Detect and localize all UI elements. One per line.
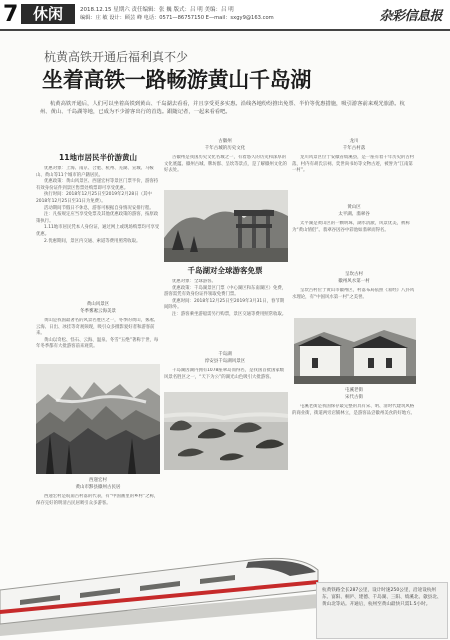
paragraph: 活动期间节假日不休息，游客可根据自身情况安排行程。 [44, 205, 154, 211]
railway-info-text: 杭黄铁路全长287公里，设计时速250公里，沿途设杭州东、富阳、桐庐、建德、千岛湖、三阳、绩溪北、歙县北、黄山北等站。开通后，杭州至黄山最快只需1.5小时。 [322, 588, 442, 607]
right-photo-sub: 徽州风水第一村 [338, 279, 370, 284]
paragraph: 优惠时间：2018年12月25日至2019年3月31日，春节期间除外。 [164, 298, 285, 311]
paragraph: 2.优惠期间，景区内交通、索道等费用照常收取。 [44, 238, 141, 244]
right-photo-text [292, 288, 416, 316]
right-mid-text [292, 221, 416, 269]
left-sub-text [36, 318, 160, 364]
paragraph: 黄山以奇松、怪石、云海、温泉、冬雪“五绝”著称于世，每年冬季都有大批游客前来观赏。 [36, 337, 159, 350]
memorial-archway-photo [164, 190, 288, 262]
article-subtitle: 杭黄高铁开通后福利真不少 [44, 50, 189, 64]
mid-caption-text [164, 368, 288, 390]
left-sub-caption: 冬季雾凇云海美景 [80, 309, 116, 314]
right-top-title: 龙川 [349, 139, 359, 144]
article-headline: 坐着高铁一路畅游黄山千岛湖 [42, 68, 312, 92]
paragraph: 执行时间：2018年12月25日至2019年2月28日（其中2018年12月25日至31日为免费）。 [36, 192, 152, 204]
paragraph: 优惠政策：千岛湖景区门票（中心湖区和东南湖区）免费，游客需凭有效身份证件领取免费门票。 [164, 285, 287, 298]
mid-section-heading: 千岛湖对全球游客免票 [187, 266, 263, 275]
mid-caption-title: 千岛湖 [218, 352, 232, 357]
right-mid-title: 黄山区 [347, 205, 361, 210]
mid-section-text [164, 279, 288, 349]
railway-info-box [316, 582, 448, 639]
newspaper-masthead: 杂彩信息报 [379, 9, 442, 24]
date-line: 2018.12.15 星期六 责任编辑：张 巍 版式：吕 明 美编：吕 明 [80, 7, 234, 13]
mid-top-sub: 千年古城的历史文化 [204, 146, 246, 151]
village-houses-photo [294, 318, 416, 384]
mid-caption-sub: 淳安县千岛湖风景区 [204, 359, 246, 364]
article-lead: 杭黄高铁开通后，人们可以坐着高铁到黄山、千岛湖去看看，并且享受更多实惠。沿线各地纷纷推出免票、半价等优惠措施，吸引游客前来观光旅游。杭州、黄山、千岛湖等地，已成为不少游客出行的首选。跟随记者，一起来看看吧。 [40, 101, 405, 115]
contact-line: 编辑：庄 敏 设计：顾芸 峰 电话：0571—86757150 E—mail：sxgy9@163.com [80, 15, 274, 21]
paragraph: 千岛湖因湖内拥有1078座翠岛而得名，是我国首批国家级风景名胜区之一，“天下为公”的湖光山色吸引大批游客。 [164, 368, 285, 380]
left-caption2-title: 西递宏村 [89, 478, 107, 483]
paragraph: 1.11地市居民凭本人身份证，通过网上或现场购票均可享受优惠。 [36, 225, 160, 237]
mountain-landscape-photo [36, 364, 160, 474]
lake-islands-photo [164, 392, 288, 470]
header-rule [0, 29, 450, 31]
paragraph: 呈坎古村位于黄山市徽州区，村落布局依照《易经》八卦风水理论，有“中国风水第一村”之美誉。 [292, 288, 415, 300]
left-caption2-sub: 黄山市黟县徽州古民居 [75, 485, 121, 490]
paragraph: 龙川风景区位于安徽省绩溪县，是一座有着千年历史的古村落，村内有胡氏宗祠、奕世尚书坊等文物古迹，被誉为“江南第一村”。 [292, 155, 415, 174]
paragraph: 太平湖是黄山区的一颗明珠，湖水清澈，风景优美，被称为“黄山情侣”。翡翠谷因谷中彩池如翡翠而得名。 [292, 221, 410, 233]
paragraph: 注：游客乘坐游船需另行购票，景区交通等费用照常收取。 [172, 311, 287, 317]
paragraph: 古徽州是我国历史文化名城之一，有着悠久的历史和深厚的文化底蕴。徽州古城、牌坊群、呈坎等景点，是了解徽州文化的好去处。 [164, 155, 287, 174]
right-photo-title: 呈坎古村 [345, 272, 363, 277]
mid-top-text [164, 155, 288, 189]
mid-top-title: 古徽州 [218, 139, 232, 144]
left-section-text [36, 166, 160, 302]
right-top-text [292, 155, 416, 203]
paragraph: 屯溪老街是我国保存最完整的具有宋、明、清时代建筑风格的商业街，街道两旁店铺林立，是游客品尝徽州美食的好地方。 [292, 404, 415, 416]
paragraph: 注：凡按规定应当享受免票及其他优惠政策的游客，按原政策执行。 [36, 212, 159, 224]
right-bottom-text [292, 404, 416, 444]
paragraph: 优惠对象：上海、南京、合肥、杭州、芜湖、宣城、马鞍山、黄山等11个城市的户籍居民。 [36, 166, 154, 178]
right-mid-sub: 太平湖、翡翠谷 [338, 212, 370, 217]
paragraph: 黄山是我国最著名的风景名胜区之一，冬季的黄山，雾凇、云海、日出、冰挂等奇观频现，吸引众多摄影爱好者和游客前来。 [36, 318, 159, 337]
right-top-sub: 千年古村落 [342, 146, 366, 151]
paragraph: 优惠政策：黄山风景区、西递宏村等景区门票半价，游客持有效身份证件到景区售票处购票即可享受优惠。 [36, 179, 159, 191]
right-bottom-title: 屯溪老街 [345, 388, 363, 393]
left-section-title: 11地市居民半价游黄山 [59, 153, 137, 162]
right-bottom-sub: 宋代古街 [345, 395, 363, 400]
left-sub-title: 黄山风景区 [86, 302, 110, 307]
page-number: 7 [3, 2, 19, 27]
paragraph: 优惠对象：全球游客。 [172, 279, 216, 284]
section-label: 休闲 [21, 4, 75, 24]
paragraph: 西递宏村是皖南古村落的代表，有“中国画里的乡村”之称，保存完好的明清古民居吸引众多游客。 [36, 494, 159, 506]
